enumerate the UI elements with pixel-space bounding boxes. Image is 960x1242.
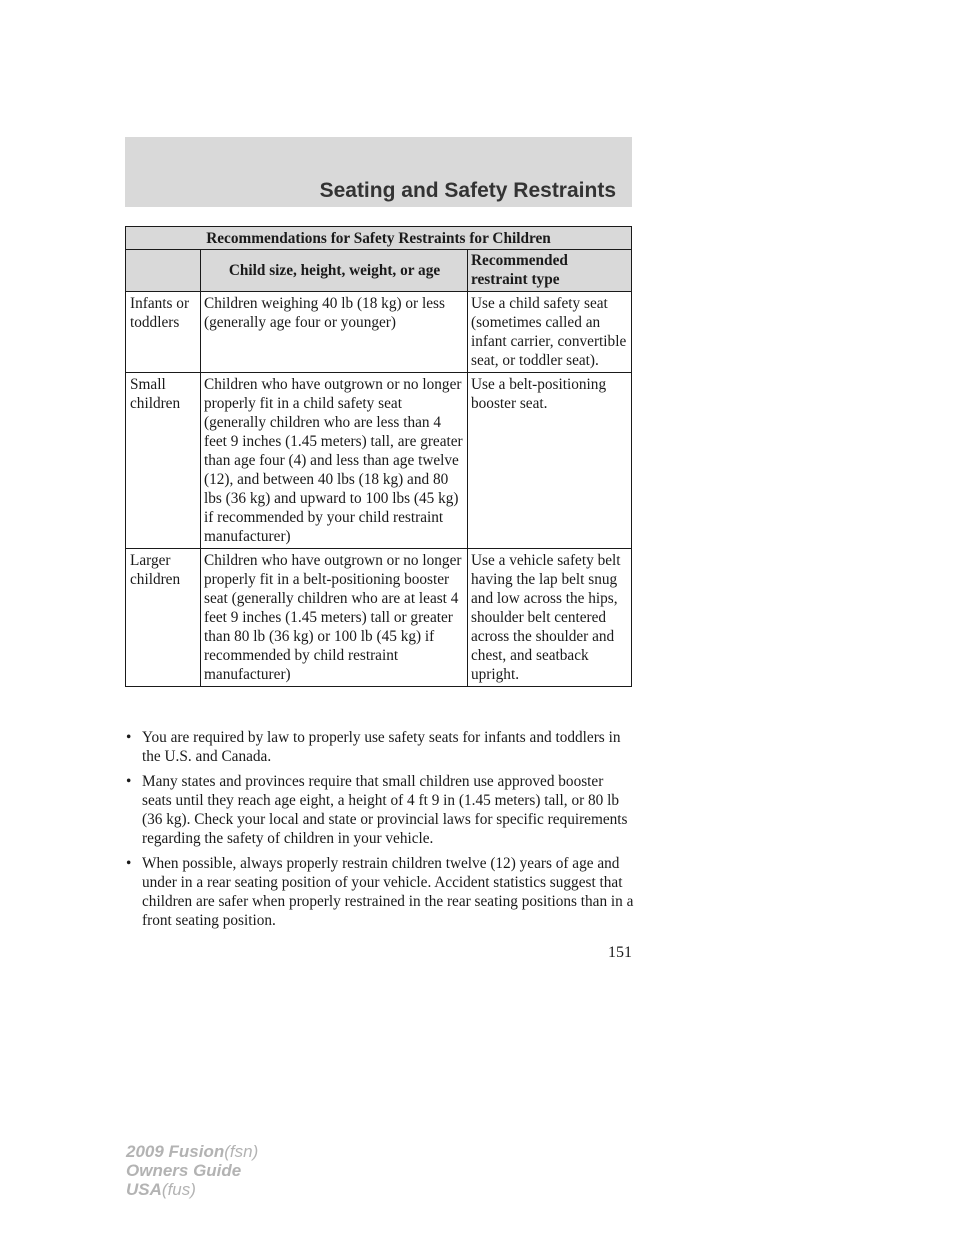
footer-model-code: (fsn) xyxy=(224,1142,259,1161)
bullet-glyph: • xyxy=(126,855,132,872)
table-row xyxy=(126,549,632,687)
list-item xyxy=(126,772,636,848)
safety-bullet-list xyxy=(126,728,636,936)
bullet-text: Many states and provinces require that small children use approved booster seats until they reach age eight, a height of 4 ft 9 in (1.45 meters) tall, or 80 lb (36 kg). Check your local and state or provincial laws for specific requirements regarding the safety of children in your vehicle. xyxy=(142,773,628,847)
cell-restraint: Use a belt-positioning booster seat. xyxy=(468,373,632,549)
cell-size: Children weighing 40 lb (18 kg) or less (generally age four or younger) xyxy=(201,292,468,373)
footer-market: USA xyxy=(126,1180,162,1199)
footer-guide: Owners Guide xyxy=(126,1161,242,1180)
cell-size: Children who have outgrown or no longer properly fit in a belt-positioning booster seat (generally children who are at least 4 feet 9 inches (1.45 meters) tall or greater than 80 lb (36 kg) or 100 lb (45 kg) if recommended by child restraint manufacturer) xyxy=(201,549,468,687)
cell-group: Larger children xyxy=(126,549,201,687)
table-row xyxy=(126,373,632,549)
column-header-group xyxy=(126,250,201,292)
section-title: Seating and Safety Restraints xyxy=(319,179,616,202)
list-item xyxy=(126,728,636,766)
footer-line-guide xyxy=(126,1161,258,1180)
table-caption: Recommendations for Safety Restraints for Children xyxy=(126,227,632,250)
list-item xyxy=(126,854,636,930)
child-restraints-table xyxy=(125,226,632,687)
footer-line-model xyxy=(126,1142,258,1161)
cell-group: Small children xyxy=(126,373,201,549)
cell-restraint: Use a vehicle safety belt having the lap belt snug and low across the hips, shoulder belt centered across the shoulder and chest, and seatback upright. xyxy=(468,549,632,687)
footer-model: 2009 Fusion xyxy=(126,1142,225,1161)
footer-market-code: (fus) xyxy=(161,1180,196,1199)
column-header-restraint: Recommended restraint type xyxy=(468,250,632,292)
bullet-glyph: • xyxy=(126,773,132,790)
table-caption-row xyxy=(126,227,632,250)
header-band xyxy=(125,137,632,207)
bullet-glyph: • xyxy=(126,729,132,746)
table-row xyxy=(126,292,632,373)
document-footer xyxy=(126,1142,258,1199)
column-header-size: Child size, height, weight, or age xyxy=(201,250,468,292)
cell-group: Infants or toddlers xyxy=(126,292,201,373)
cell-restraint: Use a child safety seat (sometimes called an infant carrier, convertible seat, or toddler seat). xyxy=(468,292,632,373)
bullet-text: When possible, always properly restrain children twelve (12) years of age and under in a rear seating position of your vehicle. Accident statistics suggest that children are safer when properly restrained in the rear seating positions than in a front seating position. xyxy=(142,855,634,929)
footer-line-market xyxy=(126,1180,258,1199)
table-header-row xyxy=(126,250,632,292)
page-number: 151 xyxy=(608,944,632,961)
bullet-text: You are required by law to properly use safety seats for infants and toddlers in the U.S. and Canada. xyxy=(142,729,621,765)
cell-size: Children who have outgrown or no longer properly fit in a child safety seat (generally children who are less than 4 feet 9 inches (1.45 meters) tall, are greater than age four (4) and less than age twelve (12), and between 40 lbs (18 kg) and 80 lbs (36 kg) and upward to 100 lbs (45 kg) if recommended by your child restraint manufacturer) xyxy=(201,373,468,549)
